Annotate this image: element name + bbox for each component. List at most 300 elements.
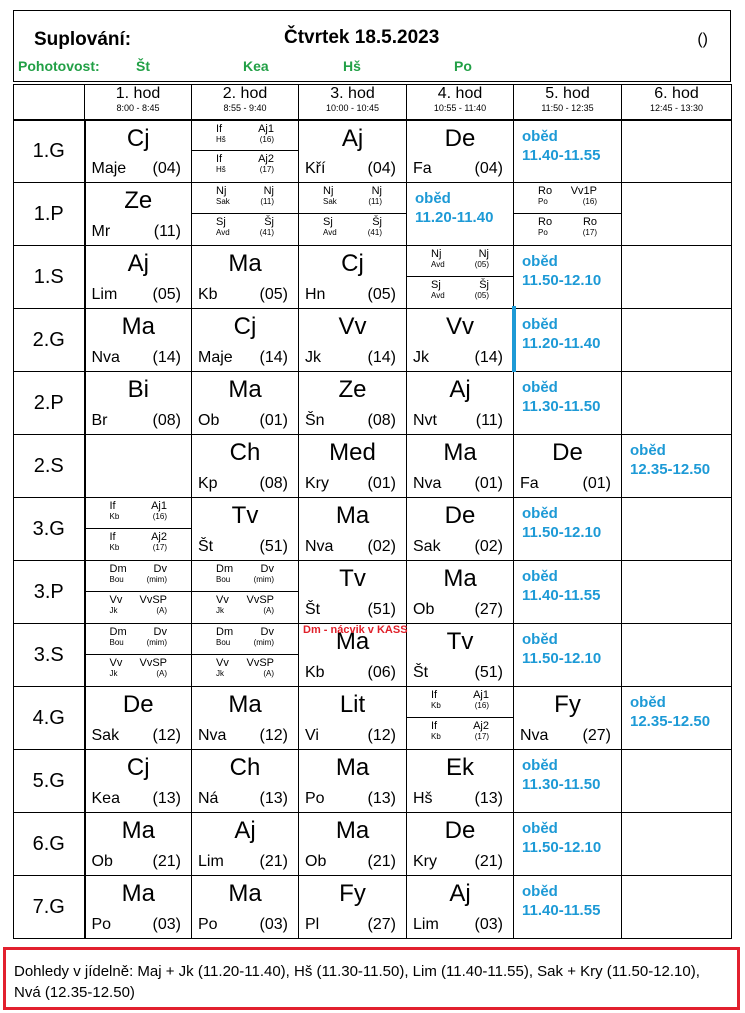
period-time: 10:00 - 10:45 (325, 103, 380, 113)
lesson-cell (622, 120, 732, 183)
lesson-teacher: Kea (91, 790, 120, 807)
group-subject: Nj (263, 185, 274, 197)
lesson-subject: Vv (445, 313, 474, 340)
group-room: (A) (263, 606, 274, 615)
lesson-cell (622, 246, 732, 309)
lesson-cell (514, 120, 622, 183)
group-teacher: Avd (431, 291, 445, 300)
lesson-cell (299, 813, 407, 876)
lesson-room: (51) (259, 538, 288, 555)
lesson-cell (192, 372, 299, 435)
lesson-subject: Ma (335, 754, 370, 781)
lesson-room: (14) (474, 349, 503, 366)
lesson-subject: Ma (443, 565, 477, 592)
lesson-room: (14) (259, 349, 288, 366)
lesson-cell (299, 246, 407, 309)
group-teacher: Avd (431, 260, 445, 269)
lesson-cell (622, 372, 732, 435)
lesson-subject: Cj (233, 313, 257, 340)
class-label: 3.S (14, 624, 85, 687)
lesson-subject: Tv (339, 565, 366, 592)
lesson-cell (299, 435, 407, 498)
lesson-cell (85, 183, 192, 246)
split-group (86, 624, 192, 655)
lunch-time: 11.50-12.10 (522, 650, 602, 667)
group-teacher: Po (538, 197, 548, 206)
group-teacher: Kb (431, 732, 441, 741)
period-label: 1. hod (115, 85, 161, 102)
lesson-subject: Ma (228, 880, 262, 907)
lunch-time: 11.20-11.40 (415, 209, 494, 226)
lesson-teacher: Sak (91, 727, 120, 744)
lesson-subject: Ma (228, 250, 262, 277)
class-row (14, 876, 732, 939)
lesson-subject: De (444, 502, 476, 529)
group-room: (16) (152, 512, 167, 521)
class-label: 1.G (14, 120, 85, 183)
lunch-word: oběd (522, 631, 558, 648)
lunch-time: 11.20-11.40 (522, 335, 601, 352)
lesson-cell (514, 813, 622, 876)
split-lesson (407, 246, 513, 308)
split-group (192, 121, 298, 152)
group-subject: Vv (109, 657, 123, 669)
split-lesson (86, 624, 192, 686)
period-label: 6. hod (654, 85, 699, 102)
split-lesson (192, 561, 298, 623)
lesson-cell (299, 498, 407, 561)
lesson-room: (04) (474, 160, 503, 177)
group-subject: Šj (264, 216, 274, 228)
lesson-room: (12) (367, 727, 396, 744)
group-subject: Aj2 (473, 720, 489, 732)
group-teacher: Sak (323, 197, 337, 206)
lesson-subject: Ek (445, 754, 474, 781)
split-group (407, 687, 513, 718)
standby-teacher: Kea (243, 58, 269, 74)
lesson-cell (514, 435, 622, 498)
group-subject: Dv (260, 626, 274, 638)
group-subject: Aj2 (258, 153, 274, 166)
group-teacher: Kb (431, 701, 441, 710)
lesson-cell (192, 183, 299, 246)
group-room: (16) (474, 701, 489, 710)
period-time: 11:50 - 12:35 (541, 103, 594, 113)
lunch-word: oběd (415, 190, 451, 207)
lesson-room: (05) (259, 286, 288, 303)
lunch-word: oběd (522, 379, 558, 396)
group-subject: If (431, 689, 438, 701)
lunch-word: oběd (522, 568, 558, 585)
lesson-cell (85, 372, 192, 435)
group-teacher: Hš (216, 165, 226, 175)
class-label: 2.G (14, 309, 85, 372)
lesson-room: (01) (259, 412, 288, 429)
lesson-subject: Fy (554, 691, 581, 718)
lesson-teacher: Jk (305, 349, 321, 366)
lunch-time: 11.50-12.10 (522, 839, 602, 856)
lesson-cell (514, 876, 622, 939)
lesson-room: (27) (474, 601, 503, 618)
group-room: (17) (152, 543, 167, 552)
lesson-subject: Ma (121, 313, 155, 340)
lesson-subject: Ma (121, 817, 155, 844)
class-row (14, 372, 732, 435)
lesson-cell (192, 246, 299, 309)
standby-teacher: Hš (343, 58, 361, 74)
lesson-subject: Lit (339, 691, 366, 718)
lunch-break (522, 882, 600, 920)
period-header (192, 85, 299, 120)
group-subject: Šj (372, 216, 382, 228)
lesson-cell (514, 561, 622, 624)
lunch-word: oběd (522, 316, 558, 333)
lesson-teacher: Ob (305, 853, 327, 870)
lesson-cell (299, 372, 407, 435)
group-room: (mim) (146, 638, 167, 647)
group-teacher: Jk (109, 606, 118, 615)
split-group (407, 277, 513, 308)
lesson-room: (01) (367, 475, 396, 492)
group-subject: If (109, 500, 116, 512)
lesson-cell (407, 813, 514, 876)
lesson-cell (85, 498, 192, 561)
lesson-room: (14) (152, 349, 181, 366)
lesson-teacher: Kb (198, 286, 218, 303)
lesson-cell (192, 876, 299, 939)
lesson-room: (21) (259, 853, 288, 870)
lesson-teacher: Mr (91, 223, 111, 240)
group-room: (17) (259, 165, 274, 175)
group-subject: Ro (582, 216, 597, 228)
group-teacher: Avd (216, 228, 230, 237)
lesson-room: (21) (152, 853, 181, 870)
lesson-teacher: Št (198, 538, 214, 555)
lesson-cell (514, 246, 622, 309)
lesson-teacher: Lim (91, 286, 118, 303)
lesson-room: (11) (475, 412, 503, 429)
lesson-cell (192, 813, 299, 876)
period-time: 8:55 - 9:40 (223, 103, 267, 113)
standby-teacher: Po (454, 58, 472, 74)
lesson-room: (21) (367, 853, 396, 870)
lesson-teacher: Pl (305, 916, 320, 933)
lesson-teacher: Kry (305, 475, 329, 492)
group-subject: Dm (216, 563, 234, 575)
lesson-subject: De (552, 439, 583, 466)
lesson-subject: Med (329, 439, 376, 466)
split-group (192, 151, 298, 182)
lesson-teacher: Št (413, 664, 429, 681)
lesson-cell (192, 498, 299, 561)
split-group (86, 592, 192, 623)
lesson-teacher: Hš (413, 790, 433, 807)
lesson-room: (27) (582, 727, 611, 744)
group-subject: VvSP (139, 594, 167, 606)
lesson-room: (02) (474, 538, 503, 555)
lesson-teacher: Hn (305, 286, 326, 303)
period-label: 2. hod (222, 85, 268, 102)
group-subject: Dv (153, 626, 167, 638)
lesson-subject: Aj (449, 376, 471, 403)
lesson-room: (01) (474, 475, 503, 492)
lesson-cell (622, 309, 732, 372)
group-subject: Aj1 (151, 500, 167, 512)
lesson-cell (407, 435, 514, 498)
split-group (86, 498, 192, 529)
group-teacher: Sak (216, 197, 230, 206)
lunch-break (630, 441, 710, 479)
lesson-room: (03) (259, 916, 288, 933)
lesson-room: (05) (152, 286, 181, 303)
lesson-subject: Ma (335, 628, 370, 655)
lunch-break (522, 567, 600, 605)
lesson-teacher: Fa (520, 475, 539, 492)
period-header (85, 85, 192, 120)
lunch-time: 11.50-12.10 (522, 524, 602, 541)
lunch-word: oběd (522, 757, 558, 774)
lesson-subject: Vv (338, 313, 367, 340)
lesson-subject: Ma (335, 502, 370, 529)
lesson-cell (85, 876, 192, 939)
lesson-room: (01) (582, 475, 611, 492)
class-label: 5.G (14, 750, 85, 813)
lesson-cell (407, 120, 514, 183)
group-teacher: Kb (109, 512, 120, 521)
lesson-cell (299, 750, 407, 813)
group-subject: Nj (478, 248, 489, 260)
group-room: (11) (368, 197, 382, 206)
period-header (407, 85, 514, 120)
group-teacher: Bou (109, 575, 124, 584)
lesson-subject: Fy (339, 880, 366, 907)
split-group (407, 246, 513, 277)
class-label: 7.G (14, 876, 85, 939)
lesson-subject: Aj (234, 817, 256, 844)
period-label: 3. hod (330, 85, 375, 102)
lesson-cell (407, 561, 514, 624)
lesson-cell (85, 120, 192, 183)
group-subject: Ro (538, 185, 553, 197)
lesson-teacher: Št (305, 601, 321, 618)
lesson-room: (51) (367, 601, 396, 618)
lesson-room: (04) (367, 160, 396, 177)
split-group (407, 718, 513, 749)
lesson-cell (622, 687, 732, 750)
lesson-teacher: Po (198, 916, 218, 933)
class-label: 2.S (14, 435, 85, 498)
group-teacher: Avd (323, 228, 337, 237)
class-label: 1.P (14, 183, 85, 246)
class-label: 1.S (14, 246, 85, 309)
split-group (192, 183, 298, 214)
page-title: Suplování: (34, 29, 132, 50)
split-group (514, 183, 621, 214)
group-teacher: Bou (216, 575, 231, 584)
class-row (14, 309, 732, 372)
group-room: (A) (156, 606, 167, 615)
group-room: (17) (582, 228, 597, 237)
lesson-room: (21) (474, 853, 503, 870)
cell-note: Dm - nácvik v KASS (303, 624, 408, 636)
lunch-time: 11.40-11.55 (522, 587, 601, 604)
group-room: (mim) (253, 638, 274, 647)
class-row (14, 813, 732, 876)
lesson-cell (514, 183, 622, 246)
lesson-subject: Ze (124, 187, 153, 214)
lesson-subject: Cj (126, 754, 150, 781)
split-group (514, 214, 621, 245)
lunch-time: 11.30-11.50 (522, 776, 601, 793)
lesson-cell (407, 750, 514, 813)
group-room: (41) (367, 228, 382, 237)
lesson-cell (407, 498, 514, 561)
footer-text: Dohledy v jídelně: Maj + Jk (11.20-11.40), Hš (11.30-11.50), Lim (11.40-11.55), Sak + Kry (11.50-12.10), Nvá (12.35-12.50) (14, 963, 700, 1001)
lunch-break (415, 189, 493, 227)
lesson-subject: Ma (228, 376, 262, 403)
lesson-teacher: Ob (413, 601, 435, 618)
group-room: (mim) (146, 575, 167, 584)
lesson-room: (12) (259, 727, 288, 744)
split-lesson (192, 624, 298, 686)
lesson-cell (192, 120, 299, 183)
period-header (514, 85, 622, 120)
split-group (299, 183, 406, 214)
group-subject: Vv1P (570, 185, 597, 197)
group-subject: Dm (109, 563, 127, 575)
group-subject: Vv (109, 594, 123, 606)
lesson-subject: Ch (229, 439, 261, 466)
lesson-room: (13) (367, 790, 396, 807)
split-group (192, 214, 298, 245)
lesson-teacher: Sak (413, 538, 441, 555)
lesson-teacher: Po (91, 916, 112, 933)
lesson-cell (622, 561, 732, 624)
group-subject: If (216, 122, 223, 135)
lesson-cell (299, 309, 407, 372)
split-group (86, 529, 192, 560)
lesson-teacher: Nva (413, 475, 442, 492)
lesson-cell (85, 687, 192, 750)
group-teacher: Po (538, 228, 548, 237)
split-group (299, 214, 406, 245)
lesson-cell (299, 561, 408, 636)
lesson-teacher: Br (91, 412, 108, 429)
lesson-room: (11) (153, 223, 181, 240)
lesson-cell (192, 624, 299, 687)
lesson-teacher: Po (305, 790, 325, 807)
group-room: (16) (582, 197, 597, 206)
lesson-subject: Ch (229, 754, 261, 781)
split-lesson (86, 561, 192, 623)
group-subject: Aj2 (151, 531, 167, 543)
lesson-subject: De (122, 691, 154, 718)
group-subject: Šj (479, 279, 489, 291)
lesson-cell (192, 561, 299, 624)
lesson-teacher: Vi (305, 727, 319, 744)
lunch-break (630, 693, 710, 731)
class-label: 2.P (14, 372, 85, 435)
lesson-cell (514, 750, 622, 813)
lunch-time: 11.50-12.10 (522, 272, 602, 289)
lunch-time: 12.35-12.50 (630, 461, 711, 478)
lunch-break (522, 756, 600, 794)
substitution-table (13, 84, 732, 939)
group-room: (41) (259, 228, 274, 237)
group-subject: Aj1 (258, 122, 274, 135)
lesson-cell (622, 498, 732, 561)
lesson-subject: Bi (127, 376, 149, 403)
lesson-room: (08) (152, 412, 181, 429)
split-group (86, 561, 192, 592)
lesson-teacher: Kří (305, 160, 326, 177)
class-label: 3.G (14, 498, 85, 561)
group-teacher: Bou (216, 638, 231, 647)
corner-cell (14, 85, 85, 120)
group-subject: Sj (216, 216, 226, 228)
lunch-word: oběd (522, 883, 558, 900)
lesson-room: (27) (367, 916, 396, 933)
lesson-cell (192, 687, 299, 750)
lesson-teacher: Nvt (413, 412, 437, 429)
lesson-cell (514, 498, 622, 561)
group-teacher: Kb (109, 543, 120, 552)
split-group (192, 561, 298, 592)
lesson-cell (299, 687, 407, 750)
lesson-cell (622, 435, 732, 498)
highlight-marker (512, 306, 516, 372)
lesson-cell (407, 372, 514, 435)
lunch-break (522, 504, 601, 542)
lesson-room: (13) (259, 790, 288, 807)
lesson-cell (407, 183, 514, 246)
lesson-teacher: Šn (305, 412, 325, 429)
lesson-cell (622, 750, 732, 813)
lesson-cell (85, 309, 192, 372)
class-row (14, 246, 732, 309)
group-teacher: Jk (216, 606, 224, 615)
group-subject: Ro (538, 216, 553, 228)
lunch-time: 12.35-12.50 (630, 713, 711, 730)
header-note: () (697, 31, 708, 48)
split-lesson (407, 687, 513, 749)
group-room: (05) (474, 291, 489, 300)
group-subject: Nj (431, 248, 442, 260)
lesson-cell (622, 624, 732, 687)
lesson-cell (85, 624, 192, 687)
lesson-teacher: Kb (305, 664, 325, 681)
lesson-teacher: Fa (413, 160, 432, 177)
lesson-cell (85, 813, 192, 876)
lesson-subject: Tv (231, 502, 259, 529)
header-panel (13, 10, 731, 82)
lesson-teacher: Lim (413, 916, 439, 933)
group-subject: Dm (216, 626, 234, 638)
group-room: (A) (263, 669, 274, 678)
lunch-break (522, 127, 600, 165)
group-teacher: Hš (216, 134, 226, 144)
lesson-room: (51) (474, 664, 503, 681)
lesson-cell (299, 876, 407, 939)
lesson-room: (13) (152, 790, 181, 807)
lunch-break (522, 315, 600, 353)
lesson-subject: Aj (127, 250, 149, 277)
lunch-word: oběd (522, 505, 558, 522)
lesson-teacher: Maje (91, 160, 127, 177)
class-row (14, 561, 732, 624)
lesson-cell (192, 435, 299, 498)
lunch-time: 11.40-11.55 (522, 146, 601, 164)
